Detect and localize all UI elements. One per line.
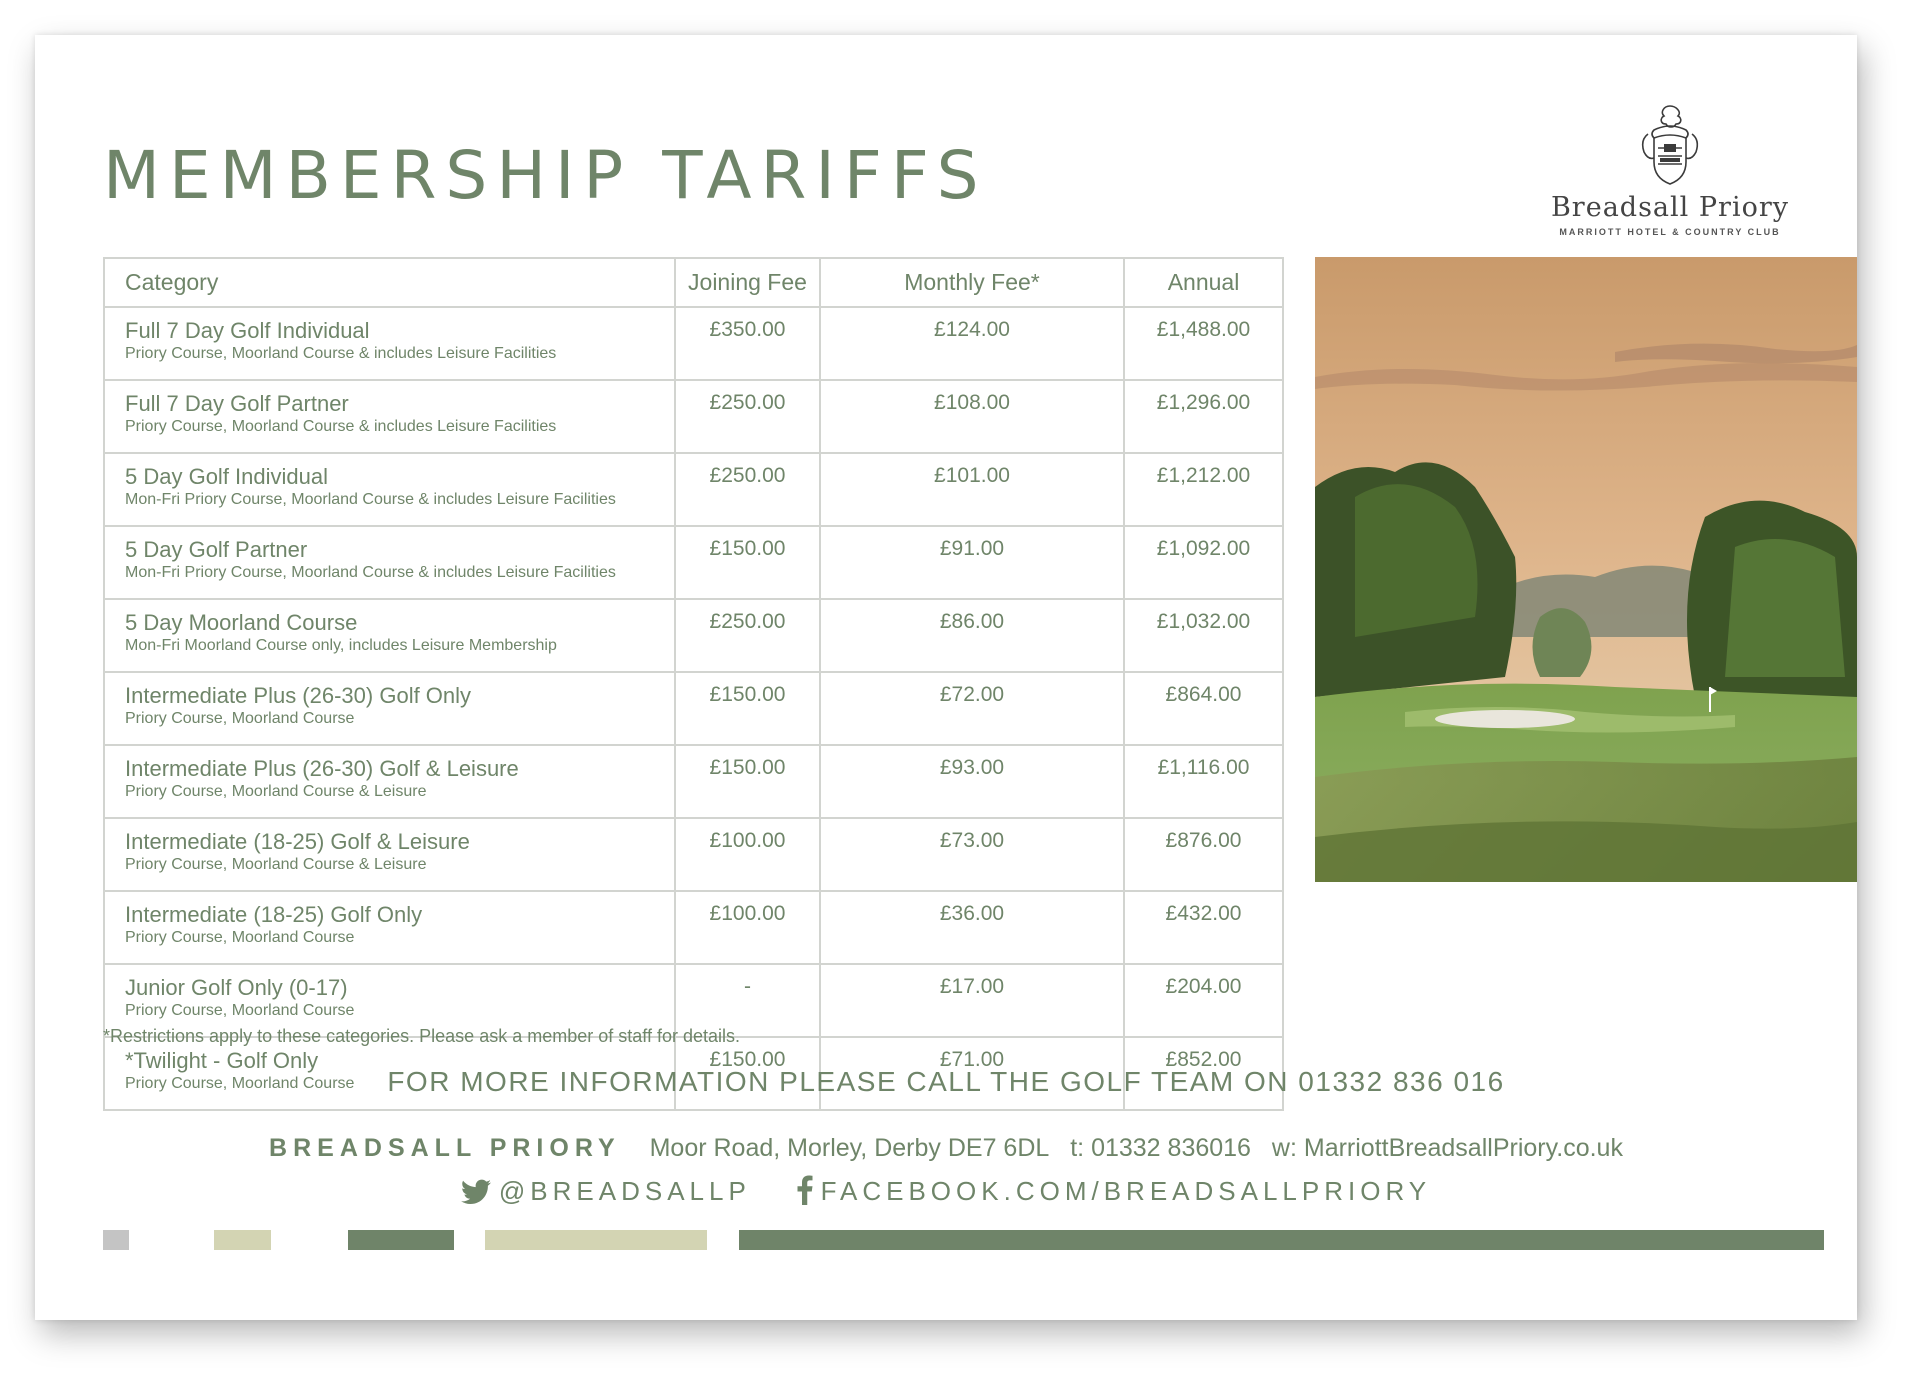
table-row: [104, 672, 1283, 745]
monthly-fee-cell: £72.00: [820, 672, 1124, 745]
annual-fee-cell: £1,116.00: [1124, 745, 1283, 818]
facebook-url: FACEBOOK.COM/BREADSALLPRIORY: [820, 1176, 1432, 1206]
monthly-fee-cell: £91.00: [820, 526, 1124, 599]
table-header-row: [104, 258, 1283, 307]
monthly-fee-cell: £86.00: [820, 599, 1124, 672]
annual-fee-cell: £1,032.00: [1124, 599, 1283, 672]
social-line: [35, 1175, 1857, 1207]
monthly-fee-cell: £73.00: [820, 818, 1124, 891]
brand-name: BREADSALL PRIORY: [269, 1134, 621, 1162]
contact-line: [35, 1134, 1857, 1163]
joining-fee-cell: £100.00: [675, 891, 820, 964]
decorative-bar-khaki-small: [214, 1230, 271, 1250]
website-link[interactable]: w: MarriottBreadsallPriory.co.uk: [1271, 1134, 1623, 1162]
joining-fee-cell: £350.00: [675, 307, 820, 380]
twitter-link[interactable]: [461, 1176, 763, 1206]
table-row: [104, 380, 1283, 453]
category-name: Intermediate Plus (26-30) Golf & Leisure: [125, 756, 519, 781]
category-details: Priory Course, Moorland Course & includes Leisure Facilities: [125, 418, 557, 435]
decorative-bar-khaki-medium: [485, 1230, 707, 1250]
joining-fee-cell: £150.00: [675, 526, 820, 599]
monthly-fee-cell: £124.00: [820, 307, 1124, 380]
tariff-table: [103, 257, 1284, 1111]
category-details: Mon-Fri Moorland Course only, includes Leisure Membership: [125, 637, 557, 654]
breadsall-priory-logo: [1540, 100, 1800, 270]
header-monthly-fee: Monthly Fee*: [820, 258, 1124, 307]
logo-subtitle: MARRIOTT HOTEL & COUNTRY CLUB: [1559, 227, 1781, 237]
category-details: Priory Course, Moorland Course: [125, 710, 355, 727]
joining-fee-cell: -: [675, 964, 820, 1037]
monthly-fee-cell: £17.00: [820, 964, 1124, 1037]
twitter-bird-icon: [461, 1179, 491, 1205]
category-details: Priory Course, Moorland Course & Leisure: [125, 856, 427, 873]
category-details: Mon-Fri Priory Course, Moorland Course & includes Leisure Facilities: [125, 564, 616, 581]
category-details: Mon-Fri Priory Course, Moorland Course & includes Leisure Facilities: [125, 491, 616, 508]
annual-fee-cell: £432.00: [1124, 891, 1283, 964]
joining-fee-cell: £150.00: [675, 672, 820, 745]
joining-fee-cell: £150.00: [675, 1037, 820, 1110]
joining-fee-cell: £150.00: [675, 745, 820, 818]
category-name: Full 7 Day Golf Partner: [125, 391, 349, 416]
header-joining-fee: Joining Fee: [675, 258, 820, 307]
table-row: [104, 307, 1283, 380]
crest-icon: [1630, 100, 1710, 190]
category-details: Priory Course, Moorland Course: [125, 1002, 355, 1019]
decorative-bar-green-long: [739, 1230, 1824, 1250]
joining-fee-cell: £250.00: [675, 599, 820, 672]
annual-fee-cell: £204.00: [1124, 964, 1283, 1037]
annual-fee-cell: £1,092.00: [1124, 526, 1283, 599]
twitter-handle: @BREADSALLP: [498, 1176, 751, 1206]
annual-fee-cell: £876.00: [1124, 818, 1283, 891]
annual-fee-cell: £1,488.00: [1124, 307, 1283, 380]
category-name: 5 Day Moorland Course: [125, 610, 358, 635]
logo-name: Breadsall Priory: [1550, 192, 1790, 223]
category-name: Full 7 Day Golf Individual: [125, 318, 370, 343]
golf-course-photo: [1315, 257, 1857, 882]
category-name: 5 Day Golf Partner: [125, 537, 308, 562]
category-details: Priory Course, Moorland Course: [125, 1075, 355, 1092]
category-name: Intermediate (18-25) Golf Only: [125, 902, 423, 927]
monthly-fee-cell: £108.00: [820, 380, 1124, 453]
category-details: Priory Course, Moorland Course & Leisure: [125, 783, 427, 800]
facebook-f-icon: [797, 1175, 813, 1205]
category-name: Junior Golf Only (0-17): [125, 975, 348, 1000]
category-details: Priory Course, Moorland Course & includes Leisure Facilities: [125, 345, 557, 362]
annual-fee-cell: £1,296.00: [1124, 380, 1283, 453]
category-name: Intermediate (18-25) Golf & Leisure: [125, 829, 470, 854]
tariff-sheet: [35, 35, 1857, 1320]
facebook-link[interactable]: [797, 1176, 1432, 1206]
address-text: Moor Road, Morley, Derby DE7 6DL: [649, 1134, 1050, 1162]
table-row: [104, 818, 1283, 891]
page-title: MEMBERSHIP TARIFFS: [103, 137, 988, 214]
table-row: [104, 745, 1283, 818]
decorative-bar-grey: [103, 1230, 129, 1250]
joining-fee-cell: £100.00: [675, 818, 820, 891]
table-row: [104, 891, 1283, 964]
annual-fee-cell: £852.00: [1124, 1037, 1283, 1110]
header-annual: Annual: [1124, 258, 1283, 307]
monthly-fee-cell: £93.00: [820, 745, 1124, 818]
decorative-bar-green-small: [348, 1230, 454, 1250]
joining-fee-cell: £250.00: [675, 453, 820, 526]
category-details: Priory Course, Moorland Course: [125, 929, 355, 946]
monthly-fee-cell: £101.00: [820, 453, 1124, 526]
category-name: 5 Day Golf Individual: [125, 464, 328, 489]
footnote: *Restrictions apply to these categories. Please ask a member of staff for details.: [103, 1026, 740, 1046]
call-to-action: FOR MORE INFORMATION PLEASE CALL THE GOLF TEAM ON 01332 836 016: [387, 1066, 1505, 1097]
joining-fee-cell: £250.00: [675, 380, 820, 453]
annual-fee-cell: £864.00: [1124, 672, 1283, 745]
annual-fee-cell: £1,212.00: [1124, 453, 1283, 526]
category-name: *Twilight - Golf Only: [125, 1048, 319, 1073]
table-row: [104, 526, 1283, 599]
table-row: [104, 599, 1283, 672]
header-category: Category: [104, 258, 675, 307]
monthly-fee-cell: £36.00: [820, 891, 1124, 964]
table-row: [104, 453, 1283, 526]
monthly-fee-cell: £71.00: [820, 1037, 1124, 1110]
category-name: Intermediate Plus (26-30) Golf Only: [125, 683, 472, 708]
phone-number[interactable]: t: 01332 836016: [1070, 1134, 1251, 1162]
